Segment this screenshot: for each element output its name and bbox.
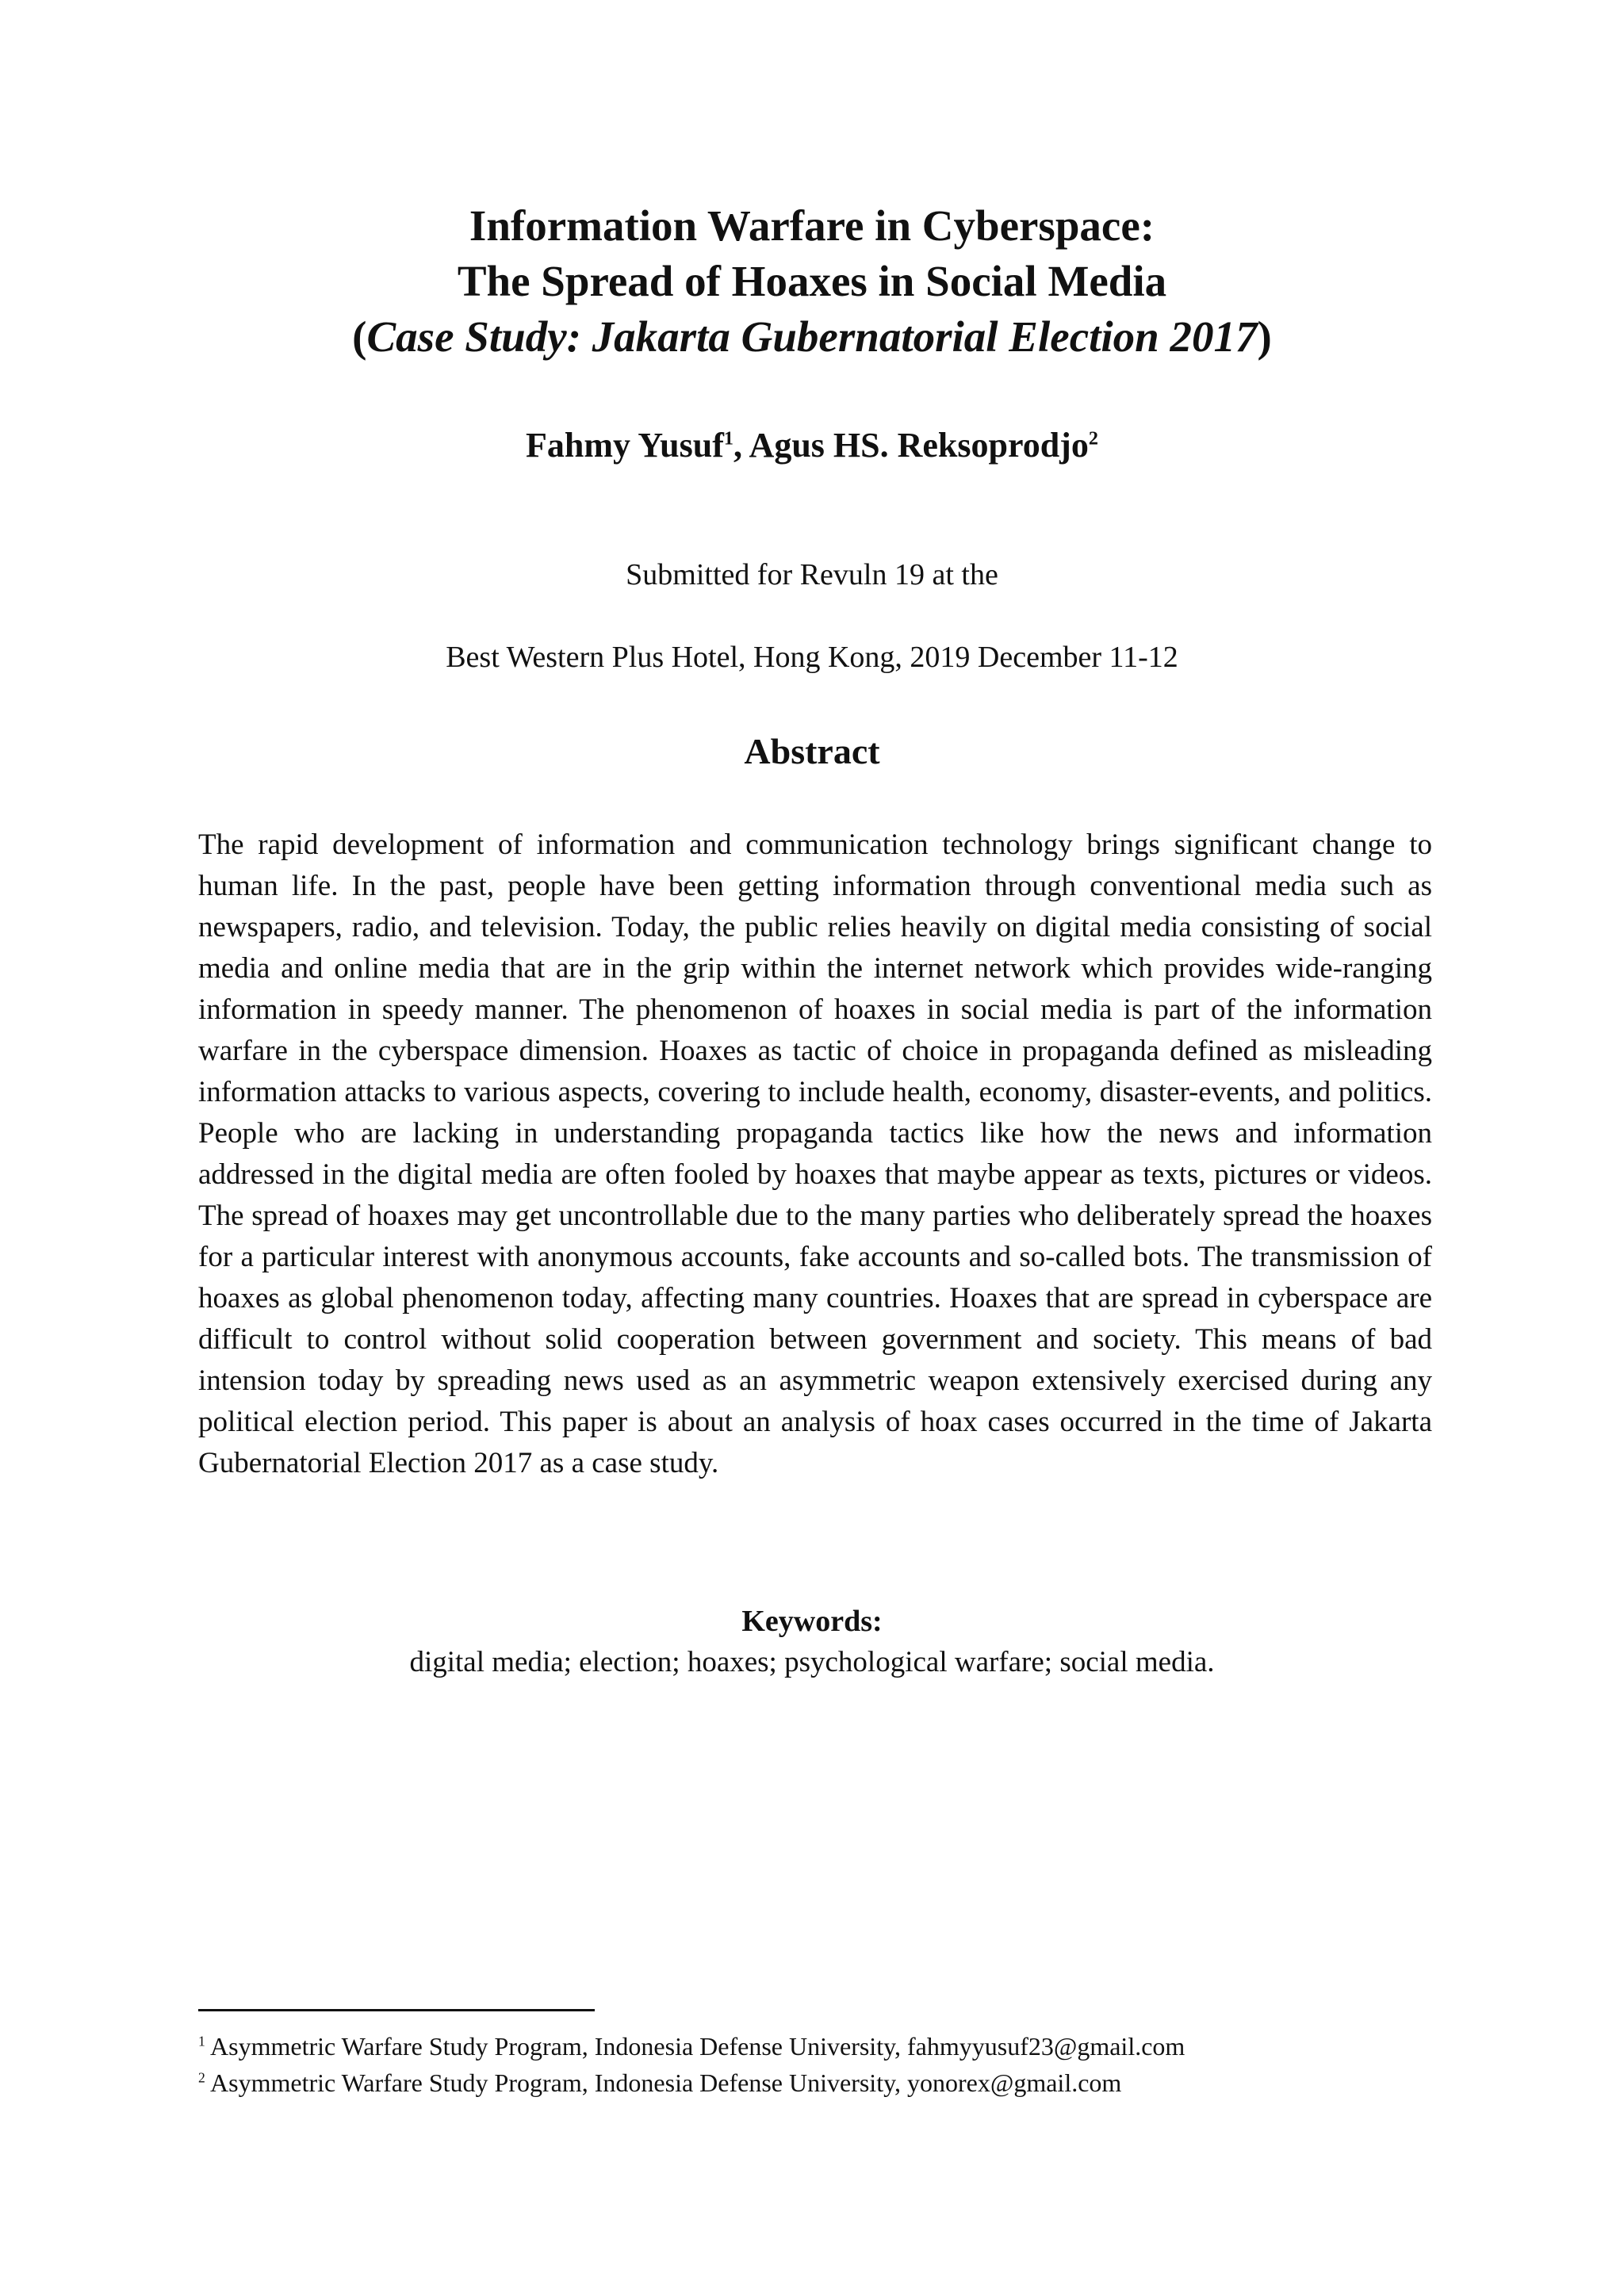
title-line-3 bbox=[0, 309, 1624, 365]
title-case-study: Case Study: Jakarta Gubernatorial Election bbox=[366, 312, 1159, 361]
author-affiliation-mark: 2 bbox=[1088, 427, 1098, 450]
footnote-divider bbox=[198, 2009, 595, 2011]
footnote-item bbox=[198, 2028, 1435, 2064]
footnote-mark: 2 bbox=[198, 2069, 205, 2086]
author-name: Fahmy Yusuf bbox=[526, 426, 724, 465]
submission-note: Submitted for Revuln 19 at the bbox=[626, 558, 998, 591]
keywords-heading: Keywords: bbox=[741, 1605, 883, 1638]
footnote-text: Asymmetric Warfare Study Program, Indonesia Defense University, fahmyyusuf23@gmail.com bbox=[205, 2032, 1185, 2061]
abstract-text: The rapid development of information and communication technology brings significant change to human life. In the past, people have been getting information through conventional media such as newspapers, radio, and television. Today, the public relies heavily on digital media consisting of social media and online media that are in the grip within the internet network which provides wide-ranging information in speedy manner. The phenomenon of hoaxes in social media is part of the information warfare in the cyberspace dimension. Hoaxes as tactic of choice in propaganda defined as misleading information attacks to various aspects, covering to include health, economy, disaster-events, and politics. People who are lacking in understanding propaganda tactics like how the news and information addressed in the digital media are often fooled by hoaxes that maybe appear as texts, pictures or videos. The spread of hoaxes may get uncontrollable due to the many parties who deliberately spread the hoaxes for a particular interest with anonymous accounts, fake accounts and so-called bots. The transmission of hoaxes as global phenomenon today, affecting many countries. Hoaxes that are spread in cyberspace are difficult to control without solid cooperation between government and society. This means of bad intension today by spreading news used as an asymmetric weapon extensively exercised during any political election period. This paper is about an analysis of hoax cases occurred in the time of Jakarta Gubernatorial Election 2017 as a case study. bbox=[198, 828, 1432, 1479]
abstract-heading: Abstract bbox=[744, 731, 880, 771]
author-separator: , bbox=[733, 426, 749, 465]
author-name: Agus HS. Reksoprodjo bbox=[749, 426, 1089, 465]
venue-line: Best Western Plus Hotel, Hong Kong, 2019 December 11-12 bbox=[446, 641, 1178, 674]
author-list bbox=[0, 422, 1624, 469]
footnote-mark: 1 bbox=[198, 2033, 205, 2049]
title-line-2: The Spread of Hoaxes in Social Media bbox=[457, 257, 1167, 305]
title-paren-close: ) bbox=[1257, 312, 1272, 361]
title-paren-open: ( bbox=[352, 312, 367, 361]
footnote-item bbox=[198, 2064, 1435, 2101]
footnotes bbox=[198, 2028, 1435, 2101]
title-line-1: Information Warfare in Cyberspace: bbox=[469, 201, 1155, 250]
author-affiliation-mark: 1 bbox=[723, 427, 733, 450]
title-year: 2017 bbox=[1159, 312, 1258, 361]
paper-title bbox=[0, 198, 1624, 365]
footnote-text: Asymmetric Warfare Study Program, Indonesia Defense University, yonorex@gmail.com bbox=[205, 2068, 1122, 2097]
keywords-list: digital media; election; hoaxes; psychological warfare; social media. bbox=[409, 1646, 1215, 1678]
